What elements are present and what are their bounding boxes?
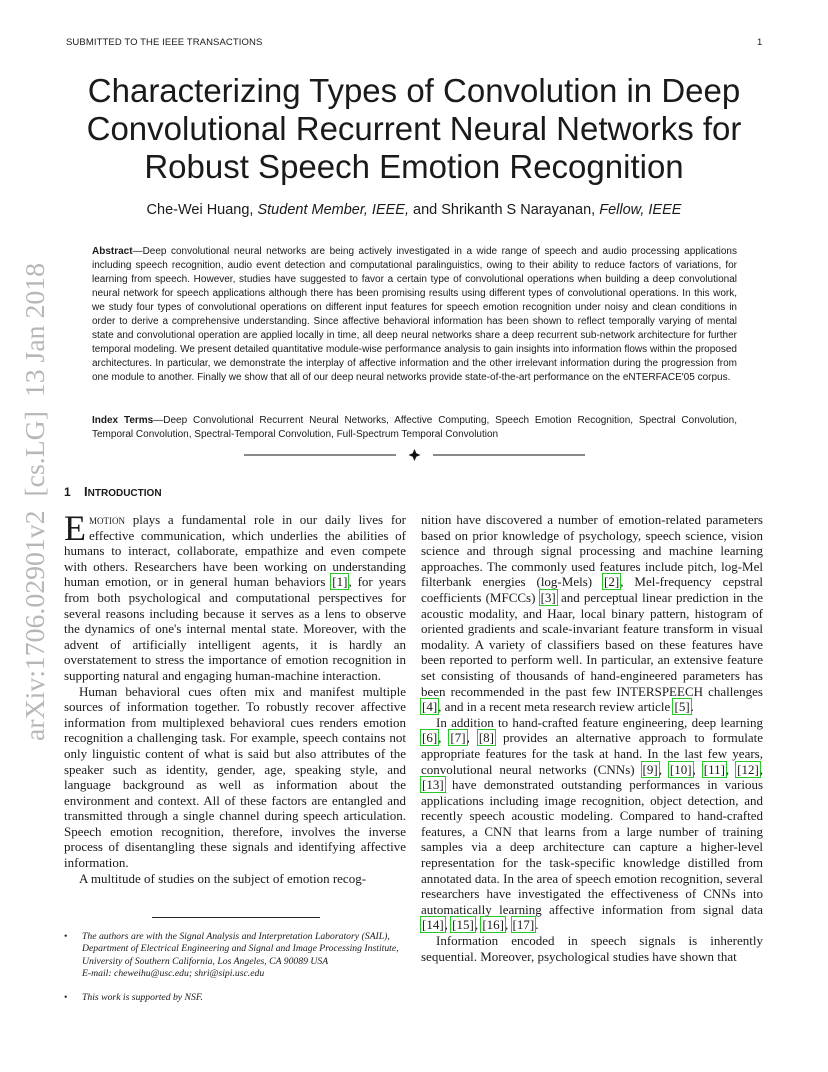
- intro-paragraph-1: [64, 508, 406, 684]
- footnote-affiliation-text: The authors are with the Signal Analysis and Interpretation Laboratory (SAIL), Department of Electrical Engineering and Signal and Image Processing Institute, University of Southern California, Los Angeles, CA 90089 USA: [82, 931, 399, 967]
- abstract-label: Abstract: [92, 246, 133, 257]
- author-line: [60, 202, 768, 218]
- text-run: .: [690, 699, 694, 715]
- dropcap: E: [64, 508, 86, 548]
- abstract: [92, 245, 737, 385]
- citation-link[interactable]: [5]: [674, 699, 690, 715]
- page-number: 1: [757, 37, 763, 48]
- arxiv-stamp: [20, 262, 52, 742]
- section-title-first: I: [84, 484, 88, 499]
- citation-link[interactable]: [15]: [452, 917, 474, 933]
- citation-link[interactable]: [6]: [422, 730, 438, 746]
- index-terms: [92, 414, 737, 442]
- text-run: ,: [505, 917, 512, 933]
- citation-link[interactable]: [7]: [450, 730, 466, 746]
- citation-link[interactable]: [3]: [540, 589, 556, 605]
- text-run: nition have discovered a number of emotion-related parameters based on prior knowledge of psychology, speech science, vision science and through signal processing and machine learning approaches. The commonly used features include pitch, log-Mel filterbank energies (log-Mels): [421, 512, 763, 590]
- text-run: , for years from both psychological and computational perspectives for several reasons including because it serves as a lens to observe the dynamics of one's internal mental state. Moreover, with the advent of artificially intelligent agents, it is hardly an overstatement to stress the importance of emotion recognition in supporting natural and engaging human-machine interaction.: [64, 574, 406, 683]
- footnote-rule: [152, 917, 320, 918]
- citation-link[interactable]: [13]: [422, 777, 444, 793]
- section-number: 1: [64, 485, 71, 499]
- running-head: SUBMITTED TO THE IEEE TRANSACTIONS: [66, 37, 263, 48]
- text-run: ,: [658, 761, 669, 777]
- text-run: plays a fundamental role in our daily lives for effective communication, which underlies the abilities of humans to interact, collaborate, empathize and even compete with others. Researchers have been working on understanding human emotion, or in general human behaviors: [64, 512, 406, 590]
- footnote-funding-text: This work is supported by NSF.: [82, 992, 203, 1003]
- text-run: ,: [692, 761, 703, 777]
- citation-link[interactable]: [1]: [332, 574, 348, 590]
- text-run: ,: [438, 730, 450, 746]
- section-heading: [64, 484, 162, 499]
- text-run: ,: [759, 761, 764, 777]
- index-terms-label: Index Terms: [92, 415, 154, 426]
- arxiv-stamp-text: arXiv:1706.02901v2 [cs.LG] 13 Jan 2018: [20, 276, 50, 741]
- author-connector: and Shrikanth S Narayanan,: [409, 202, 600, 218]
- author-2-role: Fellow, IEEE: [599, 202, 682, 218]
- section-title-rest: NTRODUCTION: [87, 488, 162, 499]
- citation-link[interactable]: [11]: [703, 761, 725, 777]
- intro-paragraph-5: [421, 715, 763, 933]
- footnote-affiliation: [64, 931, 408, 981]
- text-run: ,: [444, 917, 452, 933]
- right-column: [421, 512, 763, 964]
- citation-link[interactable]: [2]: [604, 574, 620, 590]
- footnote-bullet: •: [64, 931, 68, 942]
- footnote-funding: [64, 992, 408, 1004]
- index-terms-text: —Deep Convolutional Recurrent Neural Networks, Affective Computing, Speech Emotion Recognition, Spectral Convolution, Temporal Convolution, Spectral-Temporal Convolution, Full-Spectrum Temporal Convolution: [92, 415, 737, 440]
- author-1-name: Che-Wei Huang,: [146, 202, 258, 218]
- text-run: , Mel-frequency cepstral coefficients (MFCCs): [421, 574, 763, 605]
- citation-link[interactable]: [8]: [478, 730, 494, 746]
- smallcaps-word: motion: [89, 512, 125, 527]
- text-run: .: [535, 917, 539, 933]
- intro-paragraph-6: Information encoded in speech signals is inherently sequential. Moreover, psychological studies have shown that: [421, 933, 763, 964]
- citation-link[interactable]: [12]: [737, 761, 759, 777]
- intro-paragraph-4: [421, 512, 763, 715]
- intro-paragraph-3: A multitude of studies on the subject of emotion recog-: [79, 870, 367, 886]
- citation-link[interactable]: [9]: [642, 761, 658, 777]
- citation-link[interactable]: [17]: [512, 917, 535, 933]
- citation-link[interactable]: [4]: [422, 699, 438, 715]
- text-run: ,: [725, 761, 737, 777]
- author-1-role: Student Member, IEEE,: [257, 202, 410, 218]
- text-run: provides an alternative approach to formulate appropriate features for the task at hand. In the last few years, convolutional neural networks (CNNs): [421, 730, 764, 777]
- section-divider: [244, 448, 585, 462]
- text-run: ,: [474, 917, 482, 933]
- citation-link[interactable]: [10]: [669, 761, 692, 777]
- text-run: have demonstrated outstanding performances in various applications including image recognition, object detection, and recently speech acoustic modeling. Compared to hand-crafted features, a CNN that learns from a large number of training samples via a deep architecture can capture a higher-level representation for the task-specific knowledge distilled from annotated data. In the area of speech emotion recognition, several researchers have investigated the effectiveness of CNNs into automatically learning affective information from signal data: [421, 777, 763, 917]
- text-run: In addition to hand-crafted feature engineering, deep learning: [436, 714, 763, 730]
- footnote-email: E-mail: cheweihu@usc.edu; shri@sipi.usc.edu: [82, 968, 265, 980]
- text-run: and perceptual linear prediction in the acoustic modality, and Haar, local binary pattern, histogram of oriented gradients and scale-invariant feature transform in visual modality. A variety of classifiers based on these features have been reported to perform well. In particular, an extensive feature set consisting of thousands of hand-engineered parameters has been recommended in the past few INTERSPEECH challenges: [421, 589, 763, 699]
- text-run: , and in a recent meta research review article: [438, 699, 674, 715]
- left-column: [64, 508, 406, 886]
- citation-link[interactable]: [16]: [482, 917, 505, 933]
- paper-title: Characterizing Types of Convolution in Deep Convolutional Recurrent Neural Networks for Robust Speech Emotion Recognition: [86, 72, 742, 185]
- text-run: ,: [466, 730, 478, 746]
- footnote-bullet: •: [64, 992, 68, 1003]
- intro-paragraph-2: Human behavioral cues often mix and manifest multiple sources of information together. To robustly recover affective information from multiplexed behavioral cues renders emotion recognition a challenging task. For example, speech contains not only linguistic content of what is said but also attributes of the speaker such as identity, gender, age, speaking style, and language background as well as information about the environment and context. All of these factors are entangled and transmitted through a single channel during speech articulation. Speech emotion recognition, therefore, involves the inverse process of disentangling these signals and identifying affective information.: [64, 683, 406, 871]
- citation-link[interactable]: [14]: [422, 917, 444, 933]
- abstract-text: —Deep convolutional neural networks are being actively investigated in a wide range of speech and audio processing applications including speech recognition, audio event detection and computational paralinguistics, owing to their ability to reduce factors of variations, for learning from speech. However, studies have suggested to favor a certain type of convolutional operations when building a deep convolutional neural network for speech applications although there has been promising results using different types of convolutional operations. In this work, we study four types of convolutional operations on different input features for speech emotion recognition under noisy and clean conditions in order to derive a comprehensive understanding. Since affective behavioral information has been shown to reflect temporally varying of mental state and convolutional operation are applied locally in time, all deep neural networks share a deep recurrent sub-network architecture for further temporal modeling. We present detailed quantitative module-wise performance analysis to gain insights into information flows within the proposed architectures. In particular, we demonstrate the interplay of affective information and the other irrelevant information during the progression from one module to another. Finally we show that all of our deep neural networks provide state-of-the-art performance on the eNTERFACE'05 corpus.: [92, 246, 737, 383]
